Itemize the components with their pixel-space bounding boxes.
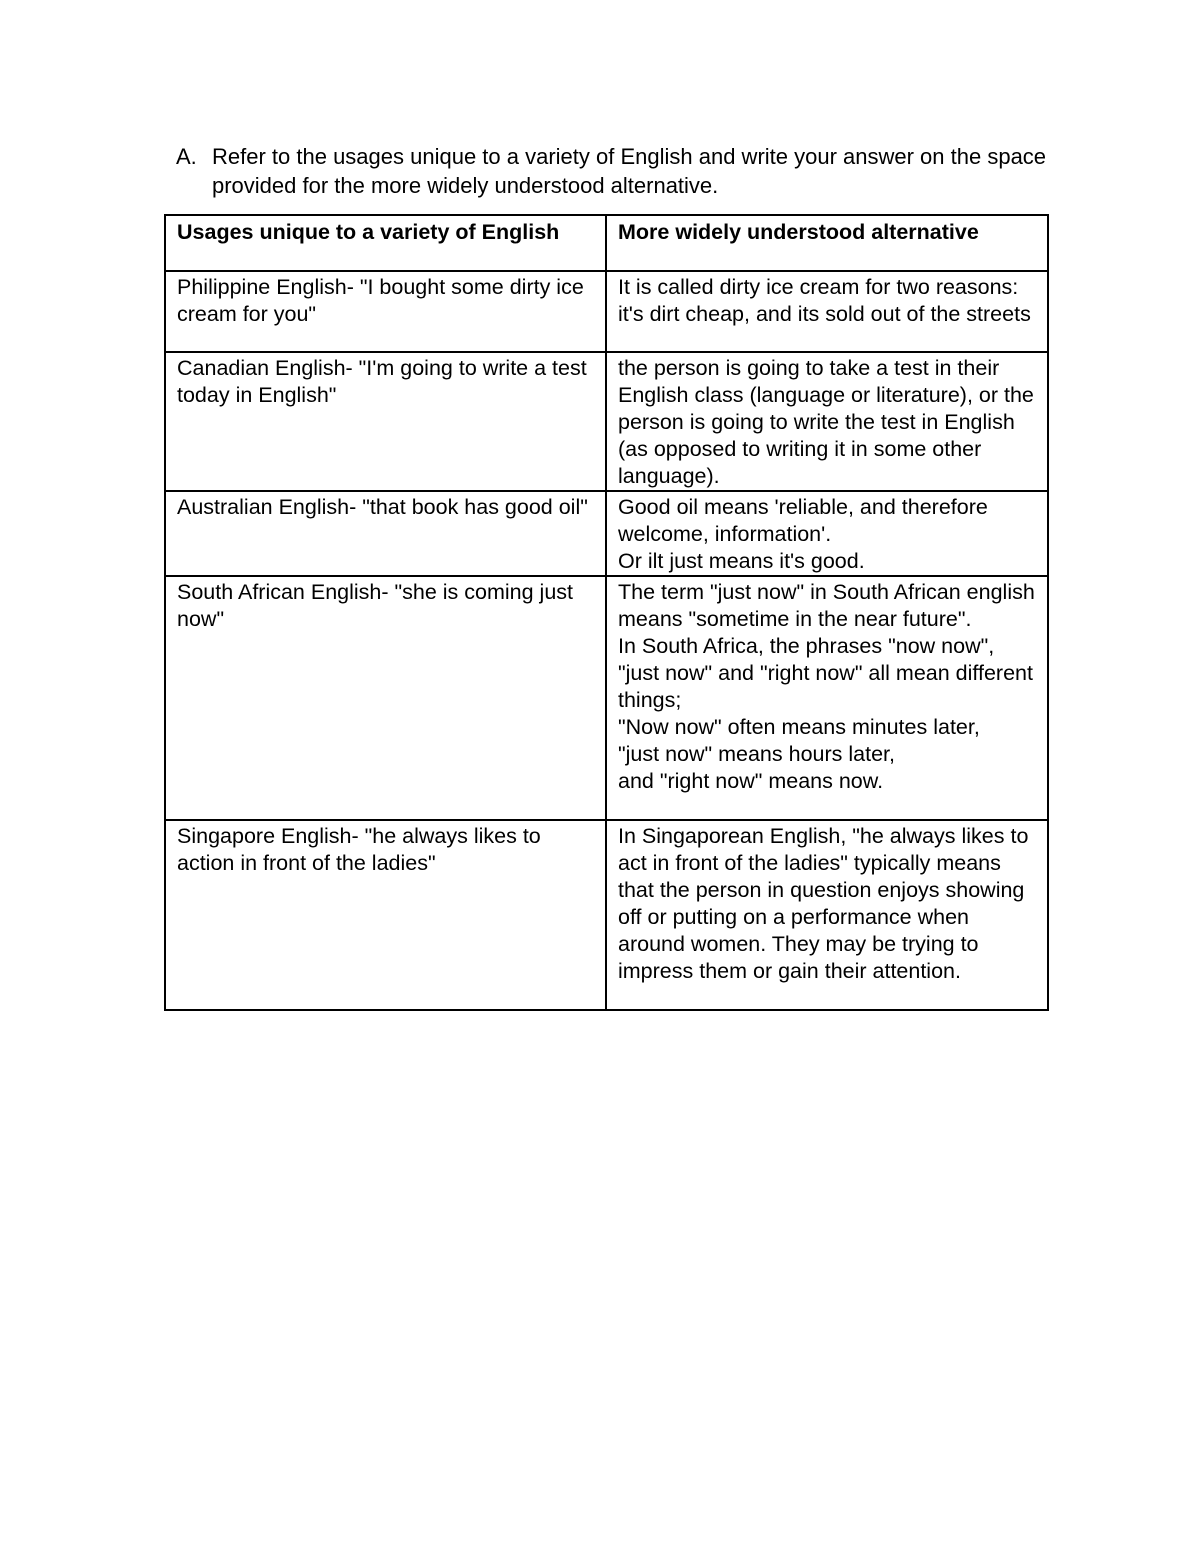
alternative-cell <box>606 576 1048 820</box>
alternative-line: "just now" means hours later, <box>618 742 895 766</box>
alternative-line: The term "just now" in South African english means "sometime in the near future". <box>618 580 1035 631</box>
table-row <box>165 820 1048 1010</box>
alternative-line: the person is going to take a test in their English class (language or literature), or the person is going to write the test in English (as opposed to writing it in some other language). <box>618 356 1034 488</box>
table-row <box>165 576 1048 820</box>
usage-cell: Canadian English- "I'm going to write a test today in English" <box>165 352 606 491</box>
instruction <box>176 142 1056 200</box>
usage-cell: Singapore English- "he always likes to action in front of the ladies" <box>165 820 606 1010</box>
column-header-alternative: More widely understood alternative <box>606 215 1048 271</box>
alternative-cell <box>606 271 1048 352</box>
alternative-line: It is called dirty ice cream for two reasons: it's dirt cheap, and its sold out of the streets <box>618 275 1031 326</box>
alternative-line: "Now now" often means minutes later, <box>618 715 980 739</box>
column-header-usage: Usages unique to a variety of English <box>165 215 606 271</box>
alternative-cell <box>606 491 1048 576</box>
alternative-line: Good oil means 'reliable, and therefore welcome, information'. <box>618 495 988 546</box>
usage-table <box>164 214 1049 1011</box>
alternative-line: In South Africa, the phrases "now now", "just now" and "right now" all mean different things; <box>618 634 1033 712</box>
alternative-cell <box>606 352 1048 491</box>
alternative-line: and "right now" means now. <box>618 769 884 793</box>
alternative-cell <box>606 820 1048 1010</box>
alternative-line: Or ilt just means it's good. <box>618 549 865 573</box>
instruction-marker: A. <box>176 144 197 169</box>
usage-cell: South African English- "she is coming just now" <box>165 576 606 820</box>
usage-cell: Philippine English- "I bought some dirty ice cream for you" <box>165 271 606 352</box>
instruction-text: Refer to the usages unique to a variety of English and write your answer on the space provided for the more widely understood alternative. <box>212 144 1047 198</box>
table-row <box>165 352 1048 491</box>
usage-cell: Australian English- "that book has good oil" <box>165 491 606 576</box>
table-row <box>165 491 1048 576</box>
table-row <box>165 271 1048 352</box>
alternative-line: In Singaporean English, "he always likes to act in front of the ladies" typically means that the person in question enjoys showing off or putting on a performance when around women. They may be trying to impress them or gain their attention. <box>618 824 1029 983</box>
table-header-row <box>165 215 1048 271</box>
